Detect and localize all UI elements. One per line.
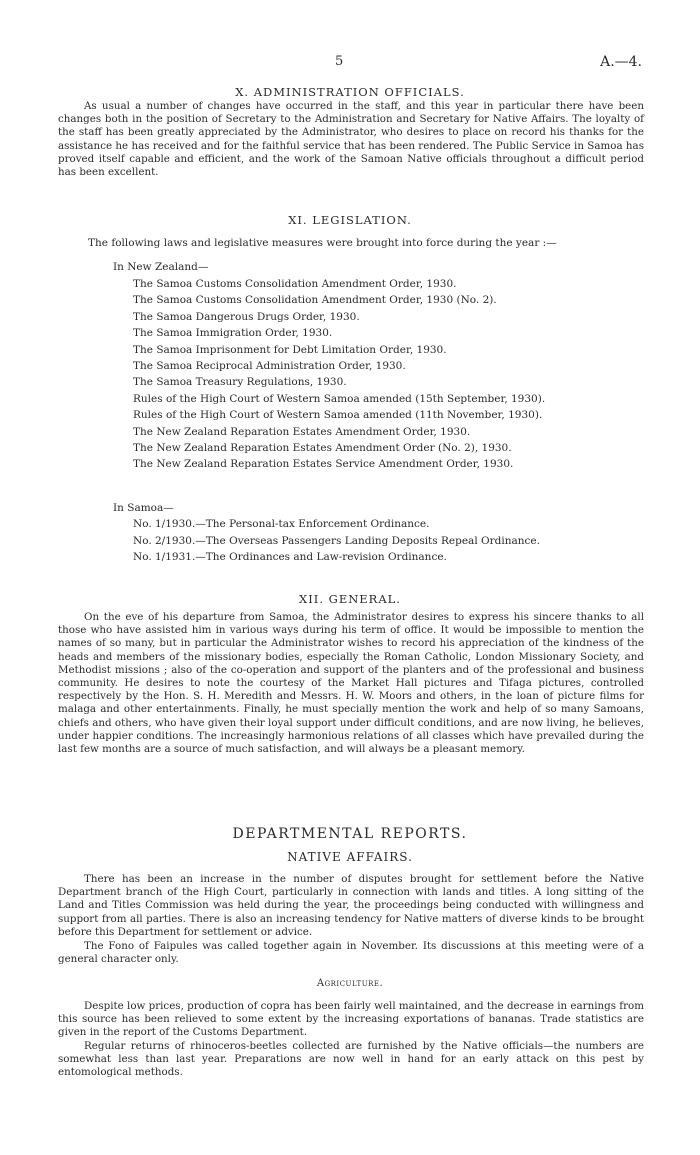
list-item: No. 1/1930.—The Personal-tax Enforcement Ordinance. [133,518,430,530]
list-item: The New Zealand Reparation Estates Service Amendment Order, 1930. [133,458,514,471]
list-item: The Samoa Customs Consolidation Amendment Order, 1930. [133,278,457,290]
list-item: The Samoa Reciprocal Administration Order, 1930. [133,360,406,373]
new-zealand-heading: In New Zealand— [113,261,209,273]
samoa-list [133,516,540,566]
list-item: The New Zealand Reparation Estates Amendment Order (No. 2), 1930. [133,442,512,455]
native-affairs-paragraph-2: The Fono of Faipules was called together again in November. Its discussions at this meeting were of a general character only. [58,940,644,966]
legislation-intro: The following laws and legislative measures were brought into force during the year :— [88,237,557,249]
section-xii-paragraph: On the eve of his departure from Samoa, the Administrator desires to express his sincere thanks to all those who have assisted him in various ways during his term of office. It would be impossible to mention the names of so many, but in particular the Administrator wishes to record his appreciation of the kindness of the heads and members of the missionary bodies, especially the Roman Catholic, London Missionary Society, and Methodist missions ; also of the co-operation and support of the planters and of the professional and business community. He desires to note the courtesy of the Market Hall pictures and Tifaga pictures, controlled respectively by the Hon. S. H. Meredith and Messrs. H. W. Moors and others, in the loan of picture films for malaga and other entertainments. Finally, he must specially mention the work and help of so many Samoans, chiefs and others, who have given their loyal support under difficult conditions, and are now living, he believes, under happier conditions. The increasingly harmonious relations of all classes which have prevailed during the last few months are a source of much satisfaction, and will always be a pleasant memory. [58,611,644,756]
list-item: No. 2/1930.—The Overseas Passengers Landing Deposits Repeal Ordinance. [133,534,540,547]
samoa-heading: In Samoa— [113,502,174,514]
list-item: No. 1/1931.—The Ordinances and Law-revision Ordinance. [133,551,447,563]
list-item: Rules of the High Court of Western Samoa amended (15th September, 1930). [133,392,546,405]
agriculture-paragraph-2: Regular returns of rhinoceros-beetles collected are furnished by the Native officials—the numbers are somewhat less than last year. Preparations are now well in hand for an early attack on this pest by entomological methods. [58,1040,644,1079]
section-x-title: X. ADMINISTRATION OFFICIALS. [235,85,465,99]
list-item: The Samoa Dangerous Drugs Order, 1930. [133,310,360,323]
native-affairs-paragraph-1: There has been an increase in the number of disputes brought for settlement before the Native Department branch of the High Court, particularly in connection with lands and titles. A long sitting of the Land and Titles Commission was held during the year, the proceedings being conducted with willingness and support from all parties. There is also an increasing tendency for Native matters of diverse kinds to be brought before this Department for settlement or advice. [58,873,644,938]
section-xii-title: XII. GENERAL. [299,592,401,606]
document-reference: A.—4. [600,54,642,70]
list-item: The Samoa Customs Consolidation Amendment Order, 1930 (No. 2). [133,294,497,307]
native-affairs-subtitle: NATIVE AFFAIRS. [287,850,413,864]
agriculture-paragraph-1: Despite low prices, production of copra has been fairly well maintained, and the decrease in earnings from this source has been relieved to some extent by the increasing exportations of bananas. Trade statistics are given in the report of the Customs Department. [58,1000,644,1039]
departmental-reports-title: DEPARTMENTAL REPORTS. [232,826,468,842]
agriculture-heading: Agriculture. [316,978,384,989]
list-item: The New Zealand Reparation Estates Amendment Order, 1930. [133,425,471,438]
list-item: Rules of the High Court of Western Samoa amended (11th November, 1930). [133,409,543,422]
page-number: 5 [335,54,344,69]
section-xi-title: XI. LEGISLATION. [288,213,412,227]
list-item: The Samoa Treasury Regulations, 1930. [133,376,347,389]
list-item: The Samoa Imprisonment for Debt Limitation Order, 1930. [133,343,447,356]
list-item: The Samoa Immigration Order, 1930. [133,327,333,340]
page-header [0,54,700,74]
new-zealand-list [133,276,545,473]
section-x-paragraph: As usual a number of changes have occurred in the staff, and this year in particular there have been changes both in the position of Secretary to the Administration and Secretary for Native Affairs. The loyalty of the staff has been greatly appreciated by the Administrator, who desires to place on record his thanks for the assistance he has received and for the faithful service that has been rendered. The Public Service in Samoa has proved itself capable and efficient, and the work of the Samoan Native officials throughout a difficult period has been excellent. [58,100,644,179]
